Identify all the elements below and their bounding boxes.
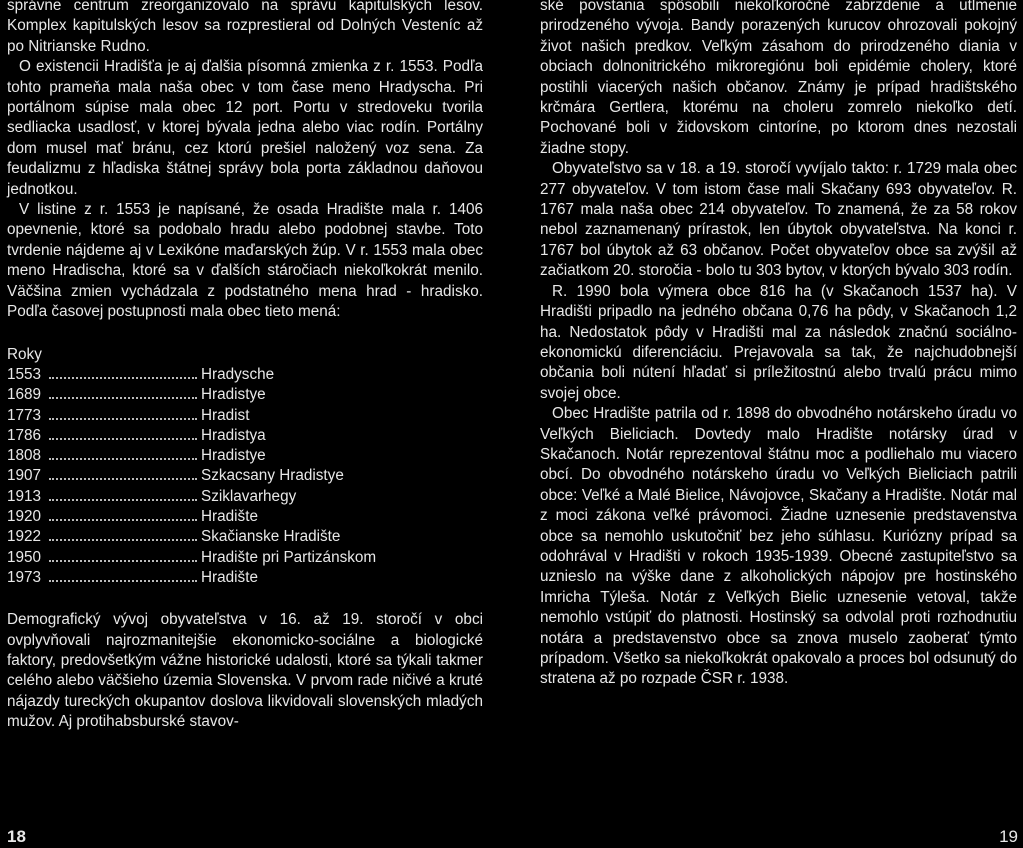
name-list-row bbox=[7, 568, 387, 588]
name-year: 1808 bbox=[7, 447, 42, 465]
village-name: Hradysche bbox=[201, 365, 275, 383]
village-name: Skačianske Hradište bbox=[201, 528, 341, 546]
right-page-column bbox=[540, 0, 1017, 690]
village-name: Hradistya bbox=[201, 426, 266, 444]
paragraph: ské povstania spôsobili niekoľkoročné zabrzdenie a utlmenie prirodzeného vývoja. Bandy porazených kurucov ohrozovali pokojný život našich predkov. Veľkým zásahom do prirodzeného diania v obciach dolnonitrického mikroregiónu boli epidémie cholery, ktoré postihli viacerých našich občanov. Známy je prípad hradištského krčmára Gertlera, ktorému na choleru zomrelo niekoľko detí. Pochované boli v židovskom cintoríne, po ktorom dnes nezostali žiadne stopy. bbox=[540, 0, 1017, 157]
dot-leader bbox=[49, 519, 197, 521]
paragraph: Demografický vývoj obyvateľstva v 16. až 19. storočí v obci ovplyvňovali najrozmanitejšie ekonomicko-sociálne a biologické faktory, predovšetkým vážne historické udalosti, ktoré sa týkali takmer celého alebo väčšieho územia Slovenska. V prvom rade ničivé a kruté nájazdy tureckých okupantov doslova likvidovali slovenských mladých mužov. Aj protihabsburské stavov- bbox=[7, 611, 483, 731]
village-name: Hradistye bbox=[201, 386, 266, 404]
name-list-row bbox=[7, 426, 387, 446]
paragraph: Obyvateľstvo sa v 18. a 19. storočí vyvíjalo takto: r. 1729 mala obec 277 obyvateľov. V tom istom čase mali Skačany 693 obyvateľov. R. 1767 mala naša obec 214 obyvateľov. To znamená, že za 58 rokov nebol zaznamenaný prírastok, len úbytok obyvateľstva. Na konci r. 1767 bol úbytok až 63 občanov. Počet obyvateľov obce sa zvýšil až začiatkom 20. storočia - bolo tu 303 bytov, v ktorých bývalo 303 rodín. bbox=[540, 160, 1017, 280]
name-year: 1973 bbox=[7, 568, 42, 586]
dot-leader bbox=[49, 418, 197, 420]
paragraph: správne centrum zreorganizovalo na správu kapitulských lesov. Komplex kapitulských lesov sa rozprestieral od Dolných Vesteníc až po Nitrianske Rudno. bbox=[7, 0, 483, 55]
name-list-row bbox=[7, 487, 387, 507]
dot-leader bbox=[49, 499, 197, 501]
name-year: 1786 bbox=[7, 426, 42, 444]
village-name: Hradist bbox=[201, 406, 250, 424]
name-year: 1689 bbox=[7, 386, 42, 404]
paragraph: O existencii Hradišťa je aj ďalšia písomná zmienka z r. 1553. Podľa tohto prameňa mala naša obec v tom čase meno Hradyscha. Pri portálnom súpise mala obec 12 port. Portu v stredoveku tvorila sedliacka usadlosť, v ktorej bývala jedna alebo viac rodín. Portálny dom musel mať bránu, cez ktorú prešiel naložený voz sena. Za feudalizmu z hľadiska štátnej správy bola porta základnou daňovou jednotkou. bbox=[7, 58, 483, 198]
name-list-row bbox=[7, 365, 387, 385]
village-name: Hradište bbox=[201, 507, 258, 525]
village-name: Hradište bbox=[201, 568, 258, 586]
paragraph: Obec Hradište patrila od r. 1898 do obvodného notárskeho úradu vo Veľkých Bieliciach. Dovtedy malo Hradište notársky úrad v Skačanoch. Notár reprezentoval štátnu moc a podliehalo mu viacero obcí. Do obvodného notárskeho úradu vo Veľkých Bieliciach patrili obce: Veľké a Malé Bielice, Návojovce, Skačany a Hradište. Notár mal z moci zákona veľké právomoci. Žiadne uznesenie predstavenstva obce sa nemohlo uskutočniť bez jeho súhlasu. Kuriózny prípad sa odohrával v Hradišti v rokoch 1935-1939. Obecné zastupiteľstvo sa uznieslo na výške dane z alkoholických nápojov pre hostinského Imricha Týleša. Notár z Veľkých Bielic uznesenie vetoval, takže nemohlo vstúpiť do platnosti. Hostinský sa odvolal proti rozhodnutiu notára a predstavenstvo obce sa znova muselo zaoberať týmto prípadom. Všetko sa niekoľkokrát opakovalo a proces bol odsunutý do stratena až po rozpade ČSR r. 1938. bbox=[540, 405, 1017, 688]
name-year: 1913 bbox=[7, 487, 42, 505]
name-list-row bbox=[7, 466, 387, 486]
page-number-left: 18 bbox=[7, 827, 26, 846]
dot-leader bbox=[49, 458, 197, 460]
left-page-column bbox=[7, 0, 483, 733]
village-name: Hradište pri Partizánskom bbox=[201, 548, 377, 566]
dot-leader bbox=[49, 539, 197, 541]
dot-leader bbox=[49, 478, 197, 480]
dot-leader bbox=[49, 580, 197, 582]
village-names-list bbox=[7, 365, 483, 588]
paragraph: R. 1990 bola výmera obce 816 ha (v Skačanoch 1537 ha). V Hradišti pripadlo na jedného občana 0,76 ha pôdy, v Skačanoch 1,2 ha. Nedostatok pôdy v Hradišti mal za následok značnú sociálno-ekonomickú diferenciáciu. Prejavovala sa tak, že najchudobnejší občania boli nútení hľadať si príležitostnú alebo trvalú prácu mimo svojej obce. bbox=[540, 282, 1017, 402]
village-name: Szkacsany Hradistye bbox=[201, 467, 344, 485]
name-list-row bbox=[7, 446, 387, 466]
name-list-row bbox=[7, 507, 387, 527]
name-list-row bbox=[7, 406, 387, 426]
years-heading: Roky bbox=[7, 345, 42, 363]
name-list-row bbox=[7, 527, 387, 547]
village-name: Hradistye bbox=[201, 447, 266, 465]
name-list-row bbox=[7, 385, 387, 405]
name-year: 1922 bbox=[7, 528, 42, 546]
name-year: 1950 bbox=[7, 548, 42, 566]
page-number-right: 19 bbox=[999, 827, 1018, 846]
name-year: 1920 bbox=[7, 507, 42, 525]
paragraph: V listine z r. 1553 je napísané, že osada Hradište mala r. 1406 opevnenie, ktoré sa podobalo hradu alebo podobnej stavbe. Toto tvrdenie nájdeme aj v Lexikóne maďarských žúp. V r. 1553 mala obec meno Hradischa, ktoré sa v ďalších stáročiach niekoľkokrát menilo. Väčšina zmien vychádzala z podstatného mena hrad - hradisko. Podľa časovej postupnosti mala obec tieto mená: bbox=[7, 201, 483, 321]
name-year: 1773 bbox=[7, 406, 42, 424]
dot-leader bbox=[49, 560, 197, 562]
name-list-row bbox=[7, 548, 387, 568]
village-name: Sziklavarhegy bbox=[201, 487, 297, 505]
dot-leader bbox=[49, 438, 197, 440]
name-year: 1553 bbox=[7, 365, 42, 383]
dot-leader bbox=[49, 397, 197, 399]
dot-leader bbox=[49, 377, 197, 379]
name-year: 1907 bbox=[7, 467, 42, 485]
